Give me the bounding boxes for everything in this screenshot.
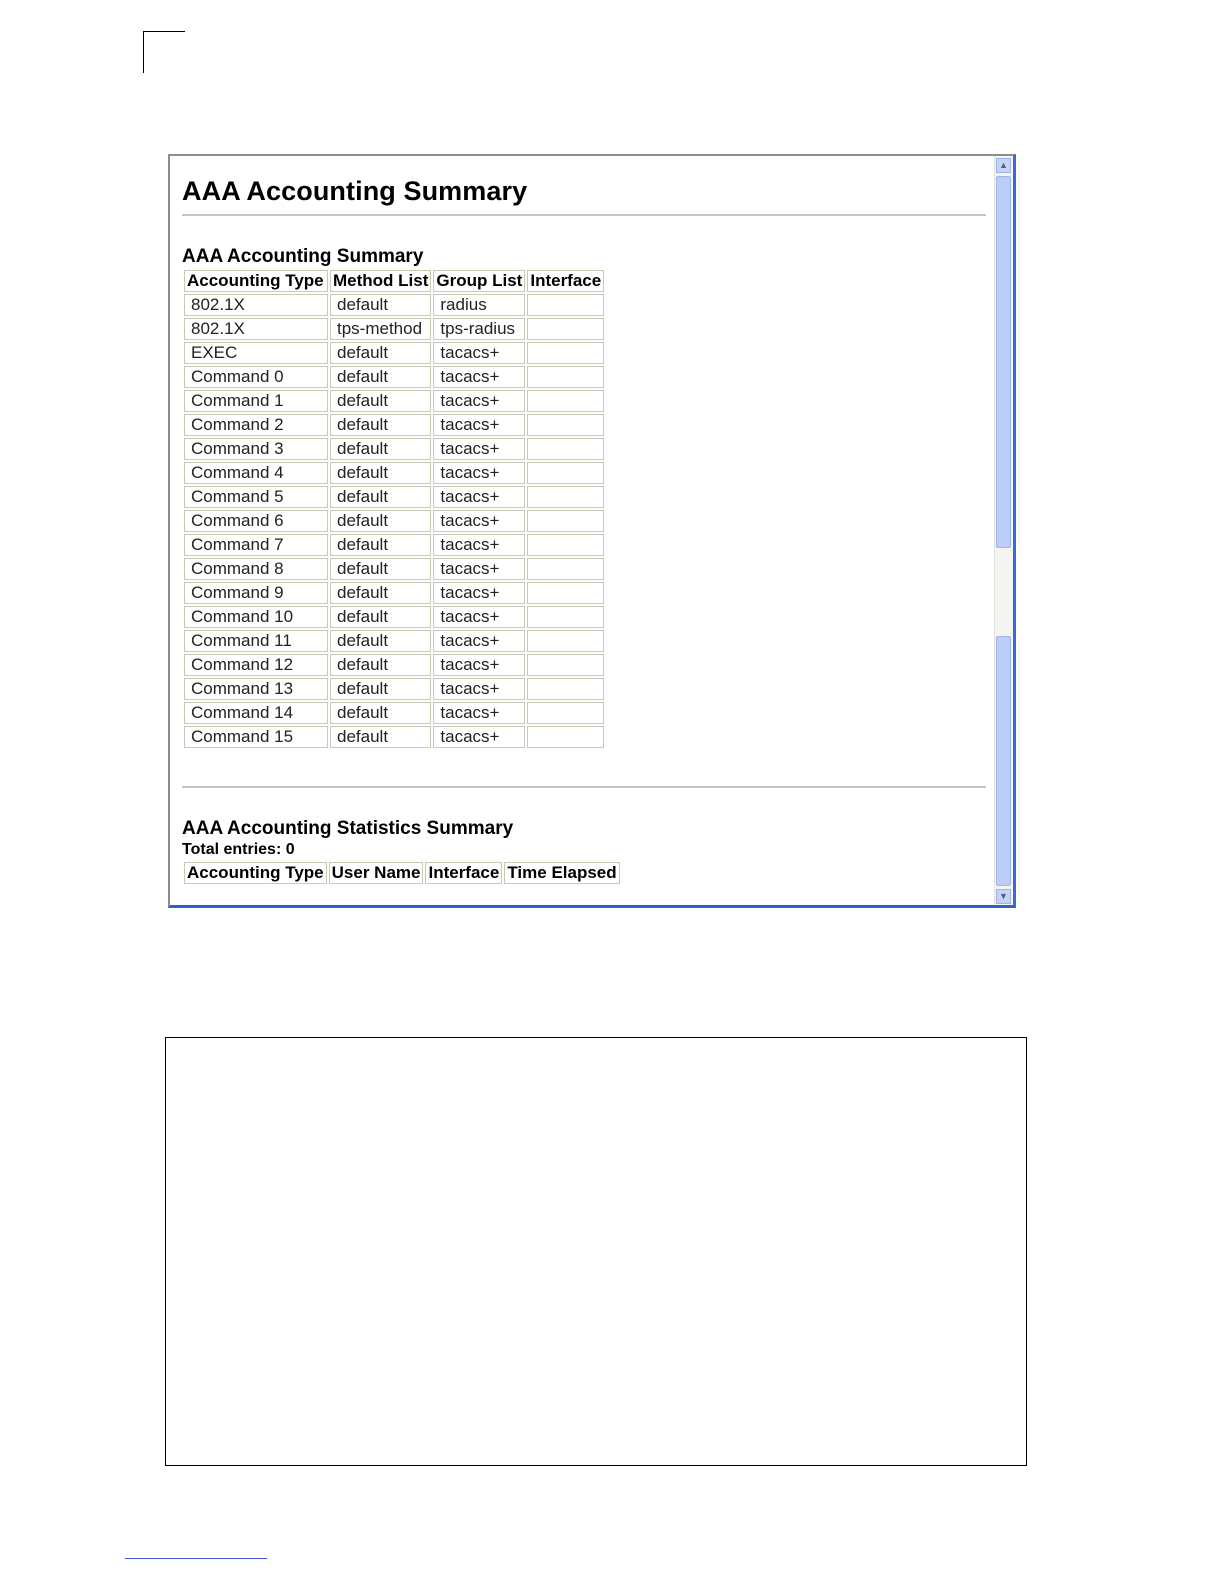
table-row <box>184 726 604 748</box>
cell-method-list: default <box>330 678 431 700</box>
table-row <box>184 438 604 460</box>
cell-group-list: radius <box>433 294 525 316</box>
crop-mark-horizontal <box>143 31 185 32</box>
cell-accounting-type: Command 8 <box>184 558 328 580</box>
cell-accounting-type: Command 15 <box>184 726 328 748</box>
cell-interface <box>527 414 604 436</box>
cell-interface <box>527 678 604 700</box>
column-header-accounting-type: Accounting Type <box>184 270 328 292</box>
column-header-method-list: Method List <box>330 270 431 292</box>
table-row <box>184 294 604 316</box>
section-divider <box>182 786 986 788</box>
cell-group-list: tacacs+ <box>433 534 525 556</box>
column-header-interface: Interface <box>527 270 604 292</box>
vertical-scrollbar[interactable] <box>994 156 1013 906</box>
title-divider <box>182 214 986 216</box>
cell-interface <box>527 510 604 532</box>
scrollbar-thumb-lower[interactable] <box>996 636 1011 886</box>
cell-method-list: tps-method <box>330 318 431 340</box>
cell-interface <box>527 558 604 580</box>
table-header-row <box>184 270 604 292</box>
cell-method-list: default <box>330 462 431 484</box>
cell-accounting-type: Command 9 <box>184 582 328 604</box>
cell-interface <box>527 606 604 628</box>
column-header-user-name: User Name <box>329 862 424 884</box>
cell-method-list: default <box>330 726 431 748</box>
cell-method-list: default <box>330 558 431 580</box>
cell-method-list: default <box>330 534 431 556</box>
cell-group-list: tacacs+ <box>433 414 525 436</box>
cell-group-list: tacacs+ <box>433 342 525 364</box>
table-row <box>184 702 604 724</box>
table-row <box>184 582 604 604</box>
scroll-down-arrow-icon[interactable]: ▼ <box>996 889 1011 904</box>
cell-method-list: default <box>330 342 431 364</box>
cell-group-list: tacacs+ <box>433 438 525 460</box>
accounting-summary-table <box>182 268 606 750</box>
page-content <box>182 156 990 906</box>
table-row <box>184 558 604 580</box>
cell-method-list: default <box>330 654 431 676</box>
cell-accounting-type: Command 3 <box>184 438 328 460</box>
cell-interface <box>527 342 604 364</box>
cell-accounting-type: Command 13 <box>184 678 328 700</box>
cell-group-list: tps-radius <box>433 318 525 340</box>
cell-group-list: tacacs+ <box>433 606 525 628</box>
table-header-row <box>184 862 620 884</box>
cell-method-list: default <box>330 702 431 724</box>
cell-group-list: tacacs+ <box>433 702 525 724</box>
cell-accounting-type: Command 7 <box>184 534 328 556</box>
cell-interface <box>527 486 604 508</box>
page-title: AAA Accounting Summary <box>182 176 528 206</box>
cell-method-list: default <box>330 366 431 388</box>
cell-method-list: default <box>330 294 431 316</box>
table-row <box>184 390 604 412</box>
statistics-section-title: AAA Accounting Statistics Summary <box>182 818 514 839</box>
cell-accounting-type: Command 6 <box>184 510 328 532</box>
table-row <box>184 534 604 556</box>
column-header-interface: Interface <box>425 862 502 884</box>
table-row <box>184 318 604 340</box>
table-row <box>184 510 604 532</box>
table-row <box>184 414 604 436</box>
cell-interface <box>527 534 604 556</box>
cell-accounting-type: Command 12 <box>184 654 328 676</box>
cell-interface <box>527 702 604 724</box>
cell-interface <box>527 462 604 484</box>
cell-interface <box>527 726 604 748</box>
cell-interface <box>527 294 604 316</box>
table-row <box>184 366 604 388</box>
cell-group-list: tacacs+ <box>433 726 525 748</box>
cell-method-list: default <box>330 486 431 508</box>
table-row <box>184 342 604 364</box>
table-row <box>184 630 604 652</box>
cell-group-list: tacacs+ <box>433 678 525 700</box>
cell-group-list: tacacs+ <box>433 582 525 604</box>
cell-group-list: tacacs+ <box>433 558 525 580</box>
column-header-group-list: Group List <box>433 270 525 292</box>
cell-accounting-type: Command 5 <box>184 486 328 508</box>
cell-accounting-type: Command 14 <box>184 702 328 724</box>
summary-section-title: AAA Accounting Summary <box>182 246 424 267</box>
cell-interface <box>527 654 604 676</box>
cell-method-list: default <box>330 414 431 436</box>
total-entries-label: Total entries: 0 <box>182 841 295 858</box>
scrollbar-thumb[interactable] <box>996 176 1011 548</box>
cell-accounting-type: Command 11 <box>184 630 328 652</box>
cell-group-list: tacacs+ <box>433 462 525 484</box>
table-row <box>184 654 604 676</box>
cell-group-list: tacacs+ <box>433 366 525 388</box>
cell-group-list: tacacs+ <box>433 630 525 652</box>
cell-interface <box>527 318 604 340</box>
cell-interface <box>527 438 604 460</box>
accounting-statistics-table <box>182 860 622 886</box>
scroll-up-arrow-icon[interactable]: ▲ <box>996 158 1011 173</box>
cell-method-list: default <box>330 510 431 532</box>
cell-method-list: default <box>330 582 431 604</box>
column-header-time-elapsed: Time Elapsed <box>504 862 619 884</box>
cell-group-list: tacacs+ <box>433 654 525 676</box>
table-row <box>184 678 604 700</box>
summary-table-body <box>184 294 604 748</box>
cell-group-list: tacacs+ <box>433 510 525 532</box>
browser-window <box>168 154 1016 908</box>
empty-frame-box <box>165 1037 1027 1466</box>
table-row <box>184 462 604 484</box>
column-header-accounting-type: Accounting Type <box>184 862 327 884</box>
cell-method-list: default <box>330 390 431 412</box>
cell-method-list: default <box>330 438 431 460</box>
cell-method-list: default <box>330 606 431 628</box>
cell-accounting-type: Command 10 <box>184 606 328 628</box>
cell-interface <box>527 390 604 412</box>
crop-mark-vertical <box>143 31 144 73</box>
cell-interface <box>527 582 604 604</box>
cell-group-list: tacacs+ <box>433 486 525 508</box>
cell-accounting-type: Command 0 <box>184 366 328 388</box>
footer-rule <box>125 1558 267 1559</box>
cell-method-list: default <box>330 630 431 652</box>
cell-interface <box>527 366 604 388</box>
cell-accounting-type: 802.1X <box>184 294 328 316</box>
cell-accounting-type: Command 4 <box>184 462 328 484</box>
cell-interface <box>527 630 604 652</box>
cell-accounting-type: Command 1 <box>184 390 328 412</box>
table-row <box>184 486 604 508</box>
cell-accounting-type: Command 2 <box>184 414 328 436</box>
cell-group-list: tacacs+ <box>433 390 525 412</box>
table-row <box>184 606 604 628</box>
cell-accounting-type: 802.1X <box>184 318 328 340</box>
cell-accounting-type: EXEC <box>184 342 328 364</box>
